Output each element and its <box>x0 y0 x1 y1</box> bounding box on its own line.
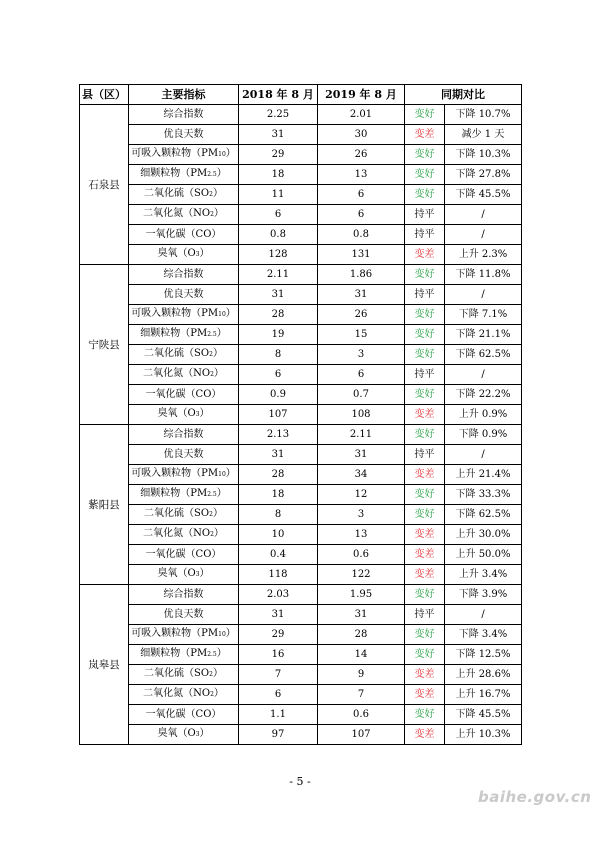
trend-status: 变差 <box>405 125 445 145</box>
indicator-name <box>129 325 239 345</box>
indicator-name <box>129 365 239 385</box>
trend-status: 变差 <box>405 545 445 565</box>
table-row <box>80 165 522 185</box>
table-row <box>80 525 522 545</box>
change-value: 上升 28.6% <box>445 665 522 685</box>
indicator-subscript: 3 <box>195 571 200 578</box>
indicator-label-tail: ） <box>216 168 227 179</box>
value-2018: 28 <box>239 465 318 485</box>
table-header-row <box>80 85 522 105</box>
change-value: 下降 11.8% <box>445 265 522 285</box>
indicator-name <box>129 305 239 325</box>
table-row <box>80 385 522 405</box>
value-2019: 0.8 <box>318 225 405 245</box>
indicator-label-tail: ） <box>213 208 224 219</box>
change-value: 下降 45.5% <box>445 185 522 205</box>
indicator-label: 细颗粒物（PM <box>140 648 208 659</box>
table-row <box>80 225 522 245</box>
value-2018: 128 <box>239 245 318 265</box>
table-row <box>80 405 522 425</box>
indicator-name <box>129 265 239 285</box>
trend-status: 变好 <box>405 145 445 165</box>
trend-status: 变好 <box>405 165 445 185</box>
county-name: 岚皋县 <box>80 585 129 745</box>
change-value: 下降 0.9% <box>445 425 522 445</box>
value-2018: 2.13 <box>239 425 318 445</box>
change-value: 下降 10.7% <box>445 105 522 125</box>
trend-status: 变好 <box>405 625 445 645</box>
indicator-name <box>129 425 239 445</box>
indicator-name <box>129 585 239 605</box>
indicator-name <box>129 565 239 585</box>
table-row <box>80 285 522 305</box>
indicator-name <box>129 525 239 545</box>
indicator-name <box>129 645 239 665</box>
indicator-subscript: 10 <box>218 631 226 638</box>
indicator-name <box>129 385 239 405</box>
indicator-subscript: 2 <box>209 191 213 198</box>
table-row <box>80 105 522 125</box>
indicator-label-tail: ） <box>216 328 227 339</box>
table-body <box>80 105 522 745</box>
table-row <box>80 205 522 225</box>
trend-status: 变好 <box>405 305 445 325</box>
value-2019: 12 <box>318 485 405 505</box>
change-value: 下降 27.8% <box>445 165 522 185</box>
value-2018: 6 <box>239 365 318 385</box>
indicator-label-tail: ） <box>216 648 227 659</box>
indicator-label: 二氧化氮（NO <box>143 688 211 699</box>
indicator-label: 二氧化硫（SO <box>144 508 210 519</box>
value-2018: 6 <box>239 205 318 225</box>
table-row <box>80 325 522 345</box>
trend-status: 变好 <box>405 385 445 405</box>
indicator-label: 一氧化碳（CO） <box>145 548 222 560</box>
indicator-label: 臭氧（O <box>157 728 196 739</box>
value-2018: 31 <box>239 285 318 305</box>
table-row <box>80 125 522 145</box>
indicator-label: 优良天数 <box>163 288 204 300</box>
indicator-name <box>129 705 239 725</box>
change-value: 下降 10.3% <box>445 145 522 165</box>
table-row <box>80 425 522 445</box>
table-row <box>80 685 522 705</box>
trend-status: 变好 <box>405 505 445 525</box>
indicator-subscript: 10 <box>218 151 226 158</box>
page-number: - 5 - <box>289 775 311 788</box>
indicator-label-tail: ） <box>213 368 224 379</box>
indicator-subscript: 2.5 <box>207 171 217 178</box>
indicator-name <box>129 545 239 565</box>
county-name: 石泉县 <box>80 105 129 265</box>
trend-status: 变好 <box>405 185 445 205</box>
indicator-label: 可吸入颗粒物（PM <box>131 628 219 639</box>
trend-status: 变好 <box>405 645 445 665</box>
indicator-label: 综合指数 <box>163 428 204 440</box>
value-2018: 8 <box>239 505 318 525</box>
indicator-subscript: 2 <box>210 211 214 218</box>
change-value: / <box>445 365 522 385</box>
header-indicator: 主要指标 <box>129 85 239 105</box>
value-2019: 30 <box>318 125 405 145</box>
indicator-label: 细颗粒物（PM <box>140 328 208 339</box>
indicator-name <box>129 505 239 525</box>
change-value: 下降 3.9% <box>445 585 522 605</box>
indicator-label-tail: ） <box>199 248 210 259</box>
change-value: 上升 2.3% <box>445 245 522 265</box>
change-value: 下降 3.4% <box>445 625 522 645</box>
table-row <box>80 645 522 665</box>
change-value: 上升 50.0% <box>445 545 522 565</box>
indicator-name <box>129 185 239 205</box>
indicator-name <box>129 225 239 245</box>
indicator-label: 优良天数 <box>163 128 204 140</box>
watermark-logo: baihe.gov.cn <box>478 788 592 806</box>
trend-status: 变好 <box>405 325 445 345</box>
value-2018: 31 <box>239 125 318 145</box>
header-2018: 2018 年 8 月 <box>239 85 318 105</box>
table-row <box>80 345 522 365</box>
value-2018: 6 <box>239 685 318 705</box>
change-value: 上升 10.3% <box>445 725 522 745</box>
table-row <box>80 585 522 605</box>
value-2018: 97 <box>239 725 318 745</box>
indicator-name <box>129 405 239 425</box>
indicator-label: 综合指数 <box>163 588 204 600</box>
indicator-label-tail: ） <box>225 308 236 319</box>
trend-status: 变差 <box>405 565 445 585</box>
indicator-label: 优良天数 <box>163 608 204 620</box>
table-row <box>80 485 522 505</box>
value-2018: 18 <box>239 165 318 185</box>
value-2019: 31 <box>318 285 405 305</box>
value-2019: 9 <box>318 665 405 685</box>
indicator-label-tail: ） <box>212 668 223 679</box>
value-2018: 2.11 <box>239 265 318 285</box>
value-2019: 31 <box>318 445 405 465</box>
value-2019: 131 <box>318 245 405 265</box>
value-2018: 0.9 <box>239 385 318 405</box>
indicator-label: 臭氧（O <box>157 408 196 419</box>
indicator-subscript: 2 <box>210 531 214 538</box>
value-2018: 29 <box>239 145 318 165</box>
change-value: 上升 30.0% <box>445 525 522 545</box>
indicator-name <box>129 145 239 165</box>
value-2019: 3 <box>318 345 405 365</box>
header-comparison: 同期对比 <box>405 85 522 105</box>
indicator-label: 优良天数 <box>163 448 204 460</box>
indicator-name <box>129 165 239 185</box>
change-value: / <box>445 445 522 465</box>
change-value: 下降 62.5% <box>445 505 522 525</box>
indicator-name <box>129 605 239 625</box>
value-2019: 107 <box>318 725 405 745</box>
value-2018: 18 <box>239 485 318 505</box>
value-2019: 1.86 <box>318 265 405 285</box>
value-2018: 19 <box>239 325 318 345</box>
change-value: 下降 22.2% <box>445 385 522 405</box>
table-row <box>80 705 522 725</box>
header-county: 县（区） <box>80 85 129 105</box>
table-row <box>80 605 522 625</box>
table-row <box>80 625 522 645</box>
value-2018: 7 <box>239 665 318 685</box>
trend-status: 持平 <box>405 445 445 465</box>
trend-status: 变好 <box>405 425 445 445</box>
value-2018: 2.03 <box>239 585 318 605</box>
value-2019: 0.6 <box>318 545 405 565</box>
value-2019: 122 <box>318 565 405 585</box>
table-row <box>80 545 522 565</box>
change-value: / <box>445 285 522 305</box>
trend-status: 变差 <box>405 665 445 685</box>
value-2019: 1.95 <box>318 585 405 605</box>
value-2019: 7 <box>318 685 405 705</box>
table-row <box>80 465 522 485</box>
change-value: 下降 33.3% <box>445 485 522 505</box>
change-value: 减少 1 天 <box>445 125 522 145</box>
indicator-name <box>129 285 239 305</box>
air-quality-table <box>79 84 522 745</box>
trend-status: 变差 <box>405 685 445 705</box>
indicator-label: 综合指数 <box>163 268 204 280</box>
indicator-label-tail: ） <box>216 488 227 499</box>
value-2018: 11 <box>239 185 318 205</box>
indicator-subscript: 3 <box>195 411 200 418</box>
value-2019: 28 <box>318 625 405 645</box>
value-2018: 31 <box>239 445 318 465</box>
indicator-name <box>129 125 239 145</box>
value-2019: 3 <box>318 505 405 525</box>
trend-status: 变差 <box>405 465 445 485</box>
change-value: 下降 21.1% <box>445 325 522 345</box>
indicator-label: 细颗粒物（PM <box>140 168 208 179</box>
value-2018: 0.8 <box>239 225 318 245</box>
value-2019: 14 <box>318 645 405 665</box>
indicator-label-tail: ） <box>212 348 223 359</box>
value-2019: 13 <box>318 165 405 185</box>
value-2018: 28 <box>239 305 318 325</box>
value-2019: 2.11 <box>318 425 405 445</box>
indicator-name <box>129 465 239 485</box>
value-2019: 6 <box>318 185 405 205</box>
change-value: 上升 0.9% <box>445 405 522 425</box>
indicator-name <box>129 205 239 225</box>
indicator-label: 二氧化氮（NO <box>143 528 211 539</box>
value-2019: 31 <box>318 605 405 625</box>
indicator-subscript: 2 <box>210 691 214 698</box>
trend-status: 变好 <box>405 705 445 725</box>
indicator-label-tail: ） <box>225 468 236 479</box>
indicator-subscript: 2 <box>209 511 213 518</box>
indicator-subscript: 2 <box>210 371 214 378</box>
indicator-name <box>129 725 239 745</box>
indicator-label-tail: ） <box>213 688 224 699</box>
indicator-label: 细颗粒物（PM <box>140 488 208 499</box>
indicator-name <box>129 685 239 705</box>
value-2018: 29 <box>239 625 318 645</box>
indicator-name <box>129 245 239 265</box>
indicator-name <box>129 105 239 125</box>
table-row <box>80 145 522 165</box>
indicator-name <box>129 665 239 685</box>
county-name: 宁陕县 <box>80 265 129 425</box>
value-2018: 31 <box>239 605 318 625</box>
value-2019: 2.01 <box>318 105 405 125</box>
indicator-label: 一氧化碳（CO） <box>145 228 222 240</box>
value-2019: 26 <box>318 305 405 325</box>
indicator-subscript: 10 <box>218 311 226 318</box>
indicator-name <box>129 345 239 365</box>
indicator-subscript: 3 <box>195 731 200 738</box>
indicator-subscript: 3 <box>195 251 200 258</box>
indicator-label: 综合指数 <box>163 108 204 120</box>
indicator-label: 二氧化硫（SO <box>144 668 210 679</box>
indicator-label-tail: ） <box>199 408 210 419</box>
value-2018: 1.1 <box>239 705 318 725</box>
table-row <box>80 665 522 685</box>
change-value: 上升 16.7% <box>445 685 522 705</box>
header-2019: 2019 年 8 月 <box>318 85 405 105</box>
trend-status: 变差 <box>405 725 445 745</box>
value-2018: 107 <box>239 405 318 425</box>
indicator-label: 二氧化氮（NO <box>143 208 211 219</box>
indicator-subscript: 2.5 <box>207 491 217 498</box>
table-row <box>80 185 522 205</box>
indicator-label-tail: ） <box>225 148 236 159</box>
indicator-subscript: 2 <box>209 351 213 358</box>
indicator-label: 二氧化氮（NO <box>143 368 211 379</box>
value-2018: 0.4 <box>239 545 318 565</box>
trend-status: 持平 <box>405 205 445 225</box>
indicator-label-tail: ） <box>199 728 210 739</box>
trend-status: 变好 <box>405 585 445 605</box>
indicator-subscript: 2.5 <box>207 331 217 338</box>
indicator-label: 二氧化硫（SO <box>144 188 210 199</box>
value-2019: 13 <box>318 525 405 545</box>
table-row <box>80 725 522 745</box>
trend-status: 持平 <box>405 285 445 305</box>
indicator-label: 一氧化碳（CO） <box>145 388 222 400</box>
indicator-label: 一氧化碳（CO） <box>145 708 222 720</box>
value-2019: 6 <box>318 205 405 225</box>
indicator-label: 二氧化硫（SO <box>144 348 210 359</box>
value-2019: 0.6 <box>318 705 405 725</box>
change-value: 下降 62.5% <box>445 345 522 365</box>
trend-status: 变好 <box>405 345 445 365</box>
county-name: 紫阳县 <box>80 425 129 585</box>
trend-status: 变差 <box>405 525 445 545</box>
change-value: 下降 7.1% <box>445 305 522 325</box>
trend-status: 持平 <box>405 365 445 385</box>
trend-status: 变好 <box>405 265 445 285</box>
indicator-name <box>129 625 239 645</box>
value-2018: 16 <box>239 645 318 665</box>
value-2018: 118 <box>239 565 318 585</box>
table-row <box>80 305 522 325</box>
indicator-subscript: 2.5 <box>207 651 217 658</box>
value-2018: 8 <box>239 345 318 365</box>
indicator-label: 可吸入颗粒物（PM <box>131 308 219 319</box>
value-2019: 34 <box>318 465 405 485</box>
value-2019: 26 <box>318 145 405 165</box>
table-row <box>80 505 522 525</box>
table-row <box>80 565 522 585</box>
trend-status: 变差 <box>405 245 445 265</box>
value-2019: 15 <box>318 325 405 345</box>
table-row <box>80 265 522 285</box>
indicator-label-tail: ） <box>213 528 224 539</box>
change-value: 下降 45.5% <box>445 705 522 725</box>
trend-status: 变差 <box>405 405 445 425</box>
value-2019: 0.7 <box>318 385 405 405</box>
indicator-label-tail: ） <box>212 508 223 519</box>
table-row <box>80 365 522 385</box>
indicator-label: 可吸入颗粒物（PM <box>131 468 219 479</box>
change-value: / <box>445 605 522 625</box>
indicator-label: 可吸入颗粒物（PM <box>131 148 219 159</box>
indicator-label: 臭氧（O <box>157 248 196 259</box>
indicator-subscript: 2 <box>209 671 213 678</box>
value-2019: 108 <box>318 405 405 425</box>
change-value: / <box>445 225 522 245</box>
change-value: 上升 21.4% <box>445 465 522 485</box>
table-row <box>80 445 522 465</box>
trend-status: 变好 <box>405 105 445 125</box>
change-value: 上升 3.4% <box>445 565 522 585</box>
indicator-label-tail: ） <box>199 568 210 579</box>
value-2019: 6 <box>318 365 405 385</box>
indicator-label-tail: ） <box>225 628 236 639</box>
value-2018: 10 <box>239 525 318 545</box>
indicator-name <box>129 445 239 465</box>
trend-status: 持平 <box>405 225 445 245</box>
indicator-label: 臭氧（O <box>157 568 196 579</box>
trend-status: 变好 <box>405 485 445 505</box>
indicator-label-tail: ） <box>212 188 223 199</box>
table-row <box>80 245 522 265</box>
indicator-name <box>129 485 239 505</box>
trend-status: 持平 <box>405 605 445 625</box>
change-value: 下降 12.5% <box>445 645 522 665</box>
value-2018: 2.25 <box>239 105 318 125</box>
indicator-subscript: 10 <box>218 471 226 478</box>
change-value: / <box>445 205 522 225</box>
